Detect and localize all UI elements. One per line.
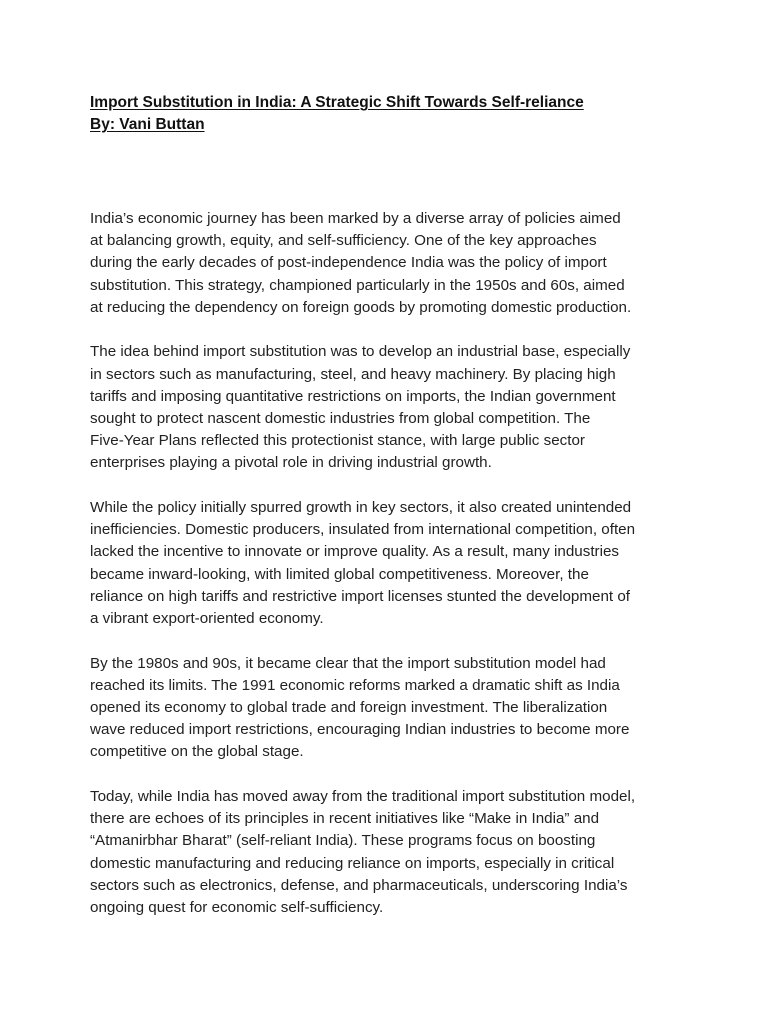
text-line: tariffs and imposing quantitative restrictions on imports, the Indian government — [90, 387, 616, 405]
document-byline: By: Vani Buttan — [90, 116, 205, 133]
title-block — [90, 92, 698, 136]
text-line: during the early decades of post-independence India was the policy of import — [90, 254, 607, 272]
text-line: there are echoes of its principles in recent initiatives like “Make in India” and — [90, 810, 600, 828]
text-line: The idea behind import substitution was to develop an industrial base, especially — [90, 343, 631, 361]
text-line: sectors such as electronics, defense, and pharmaceuticals, underscoring India’s — [90, 876, 628, 894]
paragraph-5 — [90, 786, 698, 919]
text-line: domestic manufacturing and reducing reliance on imports, especially in critical — [90, 854, 615, 872]
paragraph-3 — [90, 497, 698, 630]
text-line: While the policy initially spurred growth in key sectors, it also created unintended — [90, 499, 632, 517]
text-line: ongoing quest for economic self-sufficiency. — [90, 899, 384, 917]
text-line: competitive on the global stage. — [90, 743, 304, 761]
text-line: wave reduced import restrictions, encouraging Indian industries to become more — [90, 721, 630, 739]
document-title: Import Substitution in India: A Strategic Shift Towards Self-reliance — [90, 94, 584, 111]
text-line: a vibrant export-oriented economy. — [90, 610, 324, 628]
text-line: sought to protect nascent domestic industries from global competition. The — [90, 410, 591, 428]
text-line: substitution. This strategy, championed particularly in the 1950s and 60s, aimed — [90, 276, 625, 294]
document-body — [90, 208, 698, 919]
text-line: reliance on high tariffs and restrictive import licenses stunted the development of — [90, 587, 631, 605]
paragraph-2 — [90, 341, 698, 474]
text-line: reached its limits. The 1991 economic reforms marked a dramatic shift as India — [90, 676, 620, 694]
text-line: at reducing the dependency on foreign goods by promoting domestic production. — [90, 298, 632, 316]
text-line: “Atmanirbhar Bharat” (self-reliant India). These programs focus on boosting — [90, 832, 596, 850]
text-line: at balancing growth, equity, and self-sufficiency. One of the key approaches — [90, 232, 597, 250]
text-line: became inward-looking, with limited global competitiveness. Moreover, the — [90, 565, 589, 583]
text-line: Today, while India has moved away from the traditional import substitution model, — [90, 788, 636, 806]
text-line: opened its economy to global trade and foreign investment. The liberalization — [90, 699, 608, 717]
text-line: India’s economic journey has been marked by a diverse array of policies aimed — [90, 210, 621, 227]
text-line: enterprises playing a pivotal role in driving industrial growth. — [90, 454, 492, 472]
text-line: in sectors such as manufacturing, steel, and heavy machinery. By placing high — [90, 365, 616, 383]
text-line: lacked the incentive to innovate or improve quality. As a result, many industries — [90, 543, 620, 561]
paragraph-4 — [90, 653, 698, 764]
text-line: Five-Year Plans reflected this protectionist stance, with large public sector — [90, 432, 585, 450]
text-line: By the 1980s and 90s, it became clear that the import substitution model had — [90, 654, 606, 672]
paragraph-1 — [90, 208, 698, 319]
text-line: inefficiencies. Domestic producers, insulated from international competition, often — [90, 521, 636, 539]
